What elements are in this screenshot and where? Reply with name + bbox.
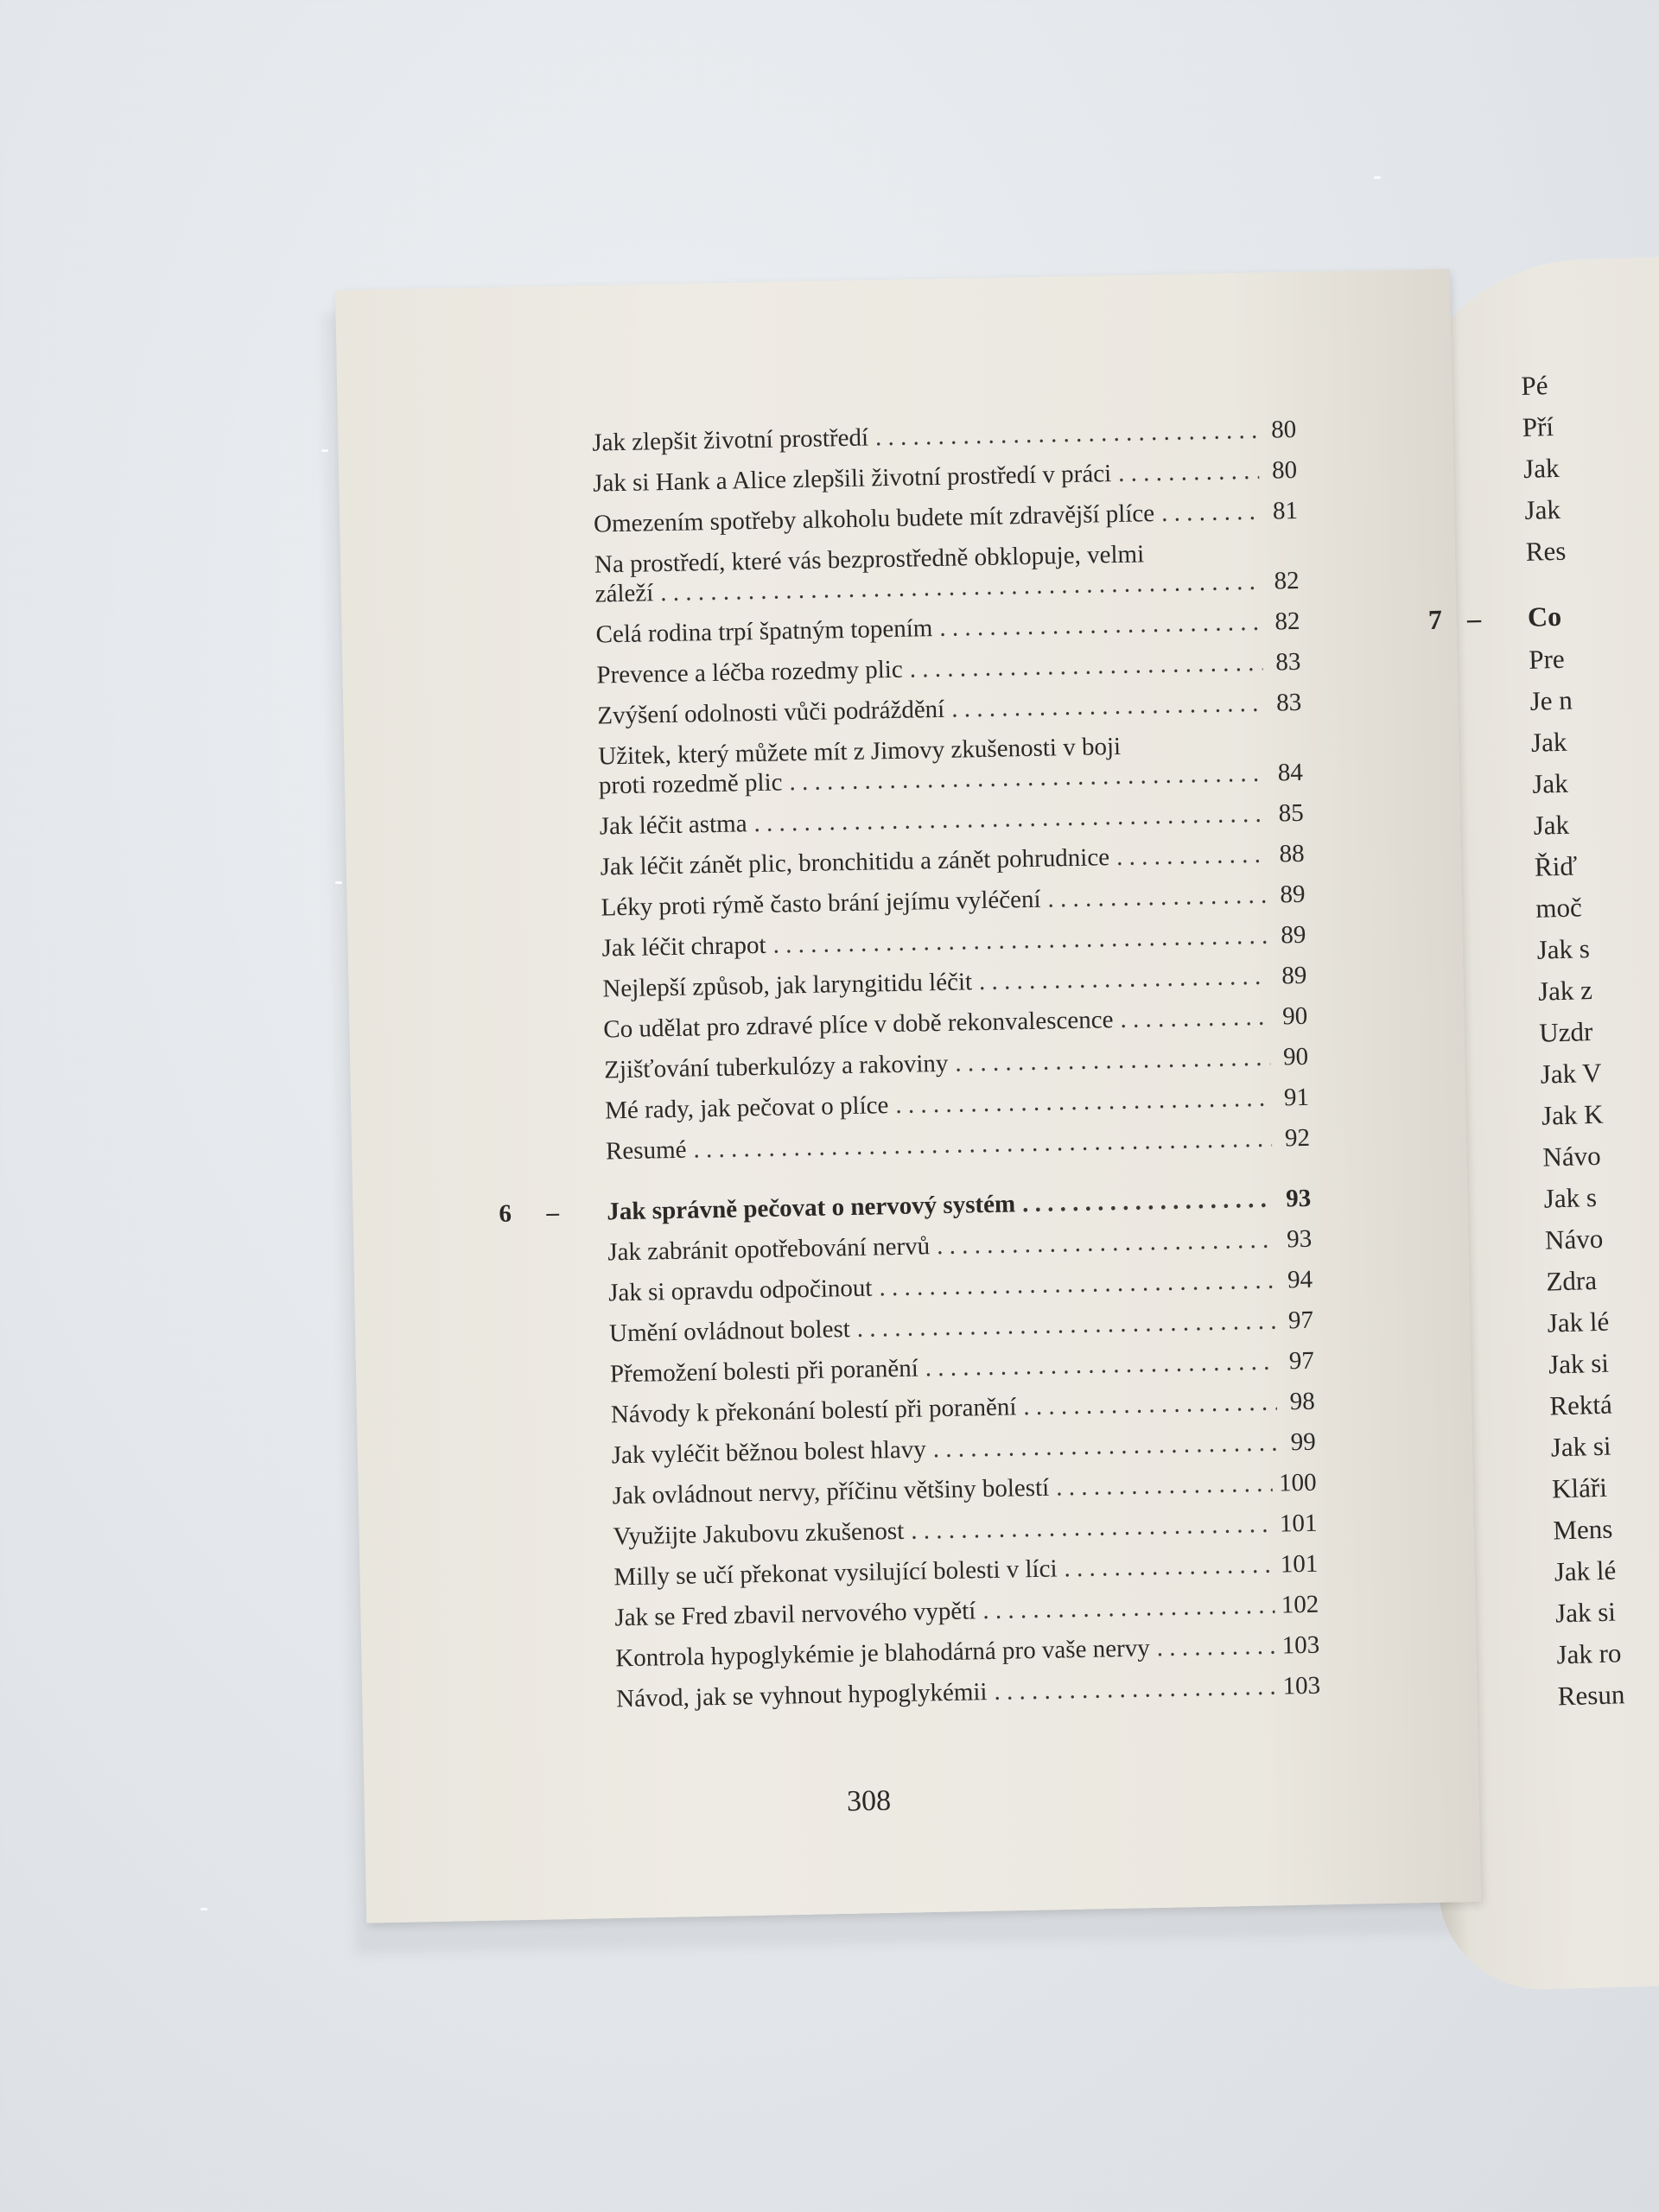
toc-entry-page: 89 xyxy=(1281,961,1307,990)
toc-entry-fragment: Pre xyxy=(1528,643,1566,675)
toc-entry-fragment: Jak xyxy=(1530,726,1567,758)
chapter-title-fragment: Co xyxy=(1527,600,1562,632)
toc-entry-fragment: Návo xyxy=(1541,1140,1602,1173)
toc-entry-row xyxy=(600,839,1305,882)
toc-entry xyxy=(507,1630,1319,1675)
toc-entry-title: Jak zlepšit životní prostředí xyxy=(591,423,869,457)
toc-entry-row xyxy=(610,1346,1315,1389)
toc-entry-fragment: Jak lé xyxy=(1547,1306,1610,1338)
toc-entry-page: 93 xyxy=(1286,1224,1313,1254)
toc-entry-row xyxy=(601,880,1306,923)
chapter-number: 7 xyxy=(1427,603,1443,636)
toc-entry-page: 89 xyxy=(1280,880,1306,909)
toc-entry-fragment: Pé xyxy=(1520,370,1548,401)
table-of-contents-left xyxy=(484,415,1321,1727)
toc-entry-title-line1: Užitek, který můžete mít z Jimovy zkušenosti v boji xyxy=(597,732,1122,771)
toc-entry xyxy=(504,1468,1316,1513)
toc-entry-title: Jak léčit chrapot xyxy=(601,931,766,963)
dot-leader xyxy=(1023,1388,1277,1422)
dot-leader xyxy=(1047,880,1268,914)
toc-entry-row xyxy=(609,1306,1314,1349)
toc-entry xyxy=(490,728,1303,803)
toc-entry-row xyxy=(601,920,1306,963)
toc-entry-fragment: Jak si xyxy=(1554,1596,1617,1629)
toc-entry-row xyxy=(611,1387,1316,1430)
toc-entry-row xyxy=(607,1184,1312,1227)
toc-entry-page: 83 xyxy=(1275,688,1302,717)
toc-entry xyxy=(496,1042,1308,1087)
toc-entry-page: 103 xyxy=(1281,1630,1320,1660)
toc-entry xyxy=(494,961,1306,1006)
toc-entry-row xyxy=(607,1224,1313,1268)
toc-entry-row xyxy=(611,1427,1316,1471)
toc-entry-title: Jak vyléčit běžnou bolest hlavy xyxy=(611,1435,927,1470)
toc-entry-title: Léky proti rýmě často brání jejímu vyléčení xyxy=(601,885,1041,922)
toc-entry-row xyxy=(604,1042,1309,1085)
toc-entry-page: 93 xyxy=(1285,1184,1312,1213)
toc-entry xyxy=(489,688,1301,733)
dot-leader xyxy=(909,648,1262,684)
toc-entry-fragment: Rektá xyxy=(1548,1389,1613,1421)
toc-entry-page: 89 xyxy=(1281,920,1306,950)
toc-entry-row xyxy=(615,1630,1320,1674)
toc-entry-title: Celá rodina trpí špatným topením xyxy=(595,614,933,649)
toc-entry-fragment: Jak s xyxy=(1543,1181,1598,1214)
toc-entry-title: Milly se učí překonat vysilující bolesti v líci xyxy=(613,1554,1058,1592)
toc-entry-row xyxy=(603,1001,1308,1045)
toc-entry-title: Jak správně pečovat o nervový systém xyxy=(607,1190,1016,1226)
dot-leader xyxy=(1116,840,1267,872)
toc-entry xyxy=(486,537,1300,611)
toc-entry xyxy=(493,920,1306,965)
page-number: 308 xyxy=(846,1784,892,1818)
toc-entry-title: Jak se Fred zbavil nervového vypětí xyxy=(614,1597,976,1632)
toc-entry-title: Využijte Jakubovu zkušenost xyxy=(613,1516,905,1551)
toc-entry-title: Jak zabránit opotřebování nervů xyxy=(607,1232,931,1267)
toc-entry-fragment: Jak xyxy=(1533,809,1570,841)
toc-entry-title: Prevence a léčba rozedmy plic xyxy=(596,655,903,690)
toc-entry-title: Nejlepší způsob, jak laryngitidu léčit xyxy=(602,968,973,1003)
toc-entry-page: 101 xyxy=(1280,1549,1319,1579)
dot-leader xyxy=(982,1591,1274,1625)
toc-entry-fragment: Uzdr xyxy=(1538,1015,1593,1048)
toc-entry-title: Kontrola hypoglykémie je blahodárná pro vaše nervy xyxy=(615,1634,1150,1673)
toc-entry-fragment: Pří xyxy=(1522,410,1554,442)
toc-entry-fragment: Mens xyxy=(1552,1513,1613,1546)
dot-leader xyxy=(979,962,1269,996)
toc-entry-row xyxy=(613,1549,1319,1592)
toc-entry-title: Jak si opravdu odpočinout xyxy=(607,1274,873,1307)
toc-entry-page: 88 xyxy=(1279,839,1305,868)
toc-entry xyxy=(501,1306,1313,1351)
toc-entry-fragment: Res xyxy=(1525,535,1567,567)
toc-entry-row xyxy=(600,798,1305,842)
toc-entry-row xyxy=(612,1468,1317,1511)
toc-entry-fragment: Kláři xyxy=(1551,1471,1608,1504)
toc-entry xyxy=(505,1549,1318,1594)
toc-entry-fragment: Jak z xyxy=(1537,974,1593,1007)
toc-entry-row xyxy=(606,1123,1311,1166)
toc-entry-fragment: Jak ro xyxy=(1555,1637,1622,1670)
chapter-dash: – xyxy=(546,1198,560,1227)
toc-entry-row xyxy=(616,1671,1321,1714)
toc-entry-page: 82 xyxy=(1274,607,1300,636)
toc-entry-row xyxy=(613,1509,1318,1552)
chapter-number: 6 xyxy=(499,1199,512,1228)
toc-entry-page: 85 xyxy=(1278,798,1304,828)
toc-entry-page: 92 xyxy=(1284,1123,1311,1153)
toc-entry-title: Zvýšení odolnosti vůči podráždění xyxy=(597,695,945,730)
toc-entry-row xyxy=(593,455,1298,499)
dot-leader xyxy=(911,1510,1273,1546)
toc-entry-title: Co udělat pro zdravé plíce v době rekonvalescence xyxy=(603,1006,1114,1044)
dot-leader xyxy=(1022,1185,1274,1219)
toc-entry xyxy=(503,1387,1315,1432)
toc-entry-page: 83 xyxy=(1275,647,1301,677)
toc-entry-page: 100 xyxy=(1278,1468,1317,1497)
toc-entry-row xyxy=(596,647,1301,690)
dot-leader xyxy=(895,1084,1271,1120)
paper-fleck xyxy=(200,1908,207,1910)
toc-entry-page: 90 xyxy=(1282,1042,1309,1071)
toc-entry xyxy=(487,607,1300,652)
dot-leader xyxy=(925,1347,1276,1383)
dot-leader xyxy=(693,1124,1272,1165)
dot-leader xyxy=(1120,1002,1269,1034)
toc-entry-title: Přemožení bolesti při poranění xyxy=(609,1354,919,1389)
toc-entry-row xyxy=(614,1590,1319,1633)
toc-entry xyxy=(495,1001,1307,1046)
toc-entry-title: záleží xyxy=(594,579,654,608)
dot-leader xyxy=(772,921,1268,960)
toc-entry-page: 80 xyxy=(1270,415,1297,444)
toc-entry-page: 98 xyxy=(1289,1387,1316,1416)
dot-leader xyxy=(937,1225,1274,1261)
paper-fleck xyxy=(321,449,328,452)
toc-entry-row xyxy=(602,961,1307,1004)
toc-entry xyxy=(498,1123,1310,1168)
dot-leader xyxy=(875,416,1259,453)
toc-entry xyxy=(508,1671,1320,1716)
paper-fleck xyxy=(1374,176,1381,179)
dot-leader xyxy=(932,1428,1278,1465)
toc-entry-fragment: Jak s xyxy=(1536,933,1591,965)
toc-entry xyxy=(497,1083,1309,1128)
toc-entry xyxy=(505,1509,1317,1554)
toc-entry-page: 81 xyxy=(1272,496,1299,525)
toc-entry-row xyxy=(605,1083,1310,1126)
toc-entry xyxy=(493,880,1305,925)
toc-entry-row xyxy=(608,1265,1313,1308)
dot-leader xyxy=(955,1043,1270,1078)
toc-entry-page: 91 xyxy=(1283,1083,1310,1112)
toc-entry-page: 84 xyxy=(1277,758,1304,787)
dot-leader xyxy=(879,1266,1274,1303)
toc-entry xyxy=(488,647,1300,692)
toc-entry-page: 97 xyxy=(1287,1306,1314,1335)
chapter-heading xyxy=(1427,595,1659,636)
toc-entry-fragment: Zdra xyxy=(1545,1264,1598,1297)
toc-entry-page: 97 xyxy=(1288,1346,1315,1376)
toc-entry-fragment: Jak lé xyxy=(1554,1554,1617,1587)
toc-entry-title: Jak si Hank a Alice zlepšili životní prostředí v práci xyxy=(592,460,1112,498)
toc-entry xyxy=(506,1590,1319,1635)
dot-leader xyxy=(994,1672,1276,1707)
dot-leader xyxy=(1161,497,1261,528)
chapter-heading xyxy=(499,1184,1311,1229)
toc-entry-fragment: Jak V xyxy=(1540,1057,1603,1090)
toc-entry-row xyxy=(597,688,1302,731)
toc-entry xyxy=(503,1427,1315,1472)
toc-entry-title: Jak ovládnout nervy, příčinu většiny bolestí xyxy=(612,1473,1050,1510)
toc-entry-title: Návody k překonání bolestí při poranění xyxy=(610,1393,1017,1429)
toc-entry-title: Zjišťování tuberkulózy a rakoviny xyxy=(603,1049,949,1084)
toc-entry-row xyxy=(594,496,1299,539)
toc-entry-page: 80 xyxy=(1271,455,1298,485)
paper-fleck xyxy=(335,881,342,884)
toc-entry xyxy=(502,1346,1314,1391)
dot-leader xyxy=(951,689,1264,724)
toc-entry-title: proti rozedmě plic xyxy=(598,768,783,800)
dot-leader xyxy=(1056,1469,1273,1503)
toc-entry-page: 90 xyxy=(1281,1001,1308,1031)
dot-leader xyxy=(939,607,1262,643)
toc-entry-page: 103 xyxy=(1282,1671,1321,1700)
dot-leader xyxy=(1118,456,1260,488)
toc-entry-fragment: Jak xyxy=(1522,452,1560,484)
dot-leader xyxy=(856,1306,1275,1344)
toc-entry-title: Jak léčit astma xyxy=(599,810,747,841)
toc-entry-title: Jak léčit zánět plic, bronchitidu a zánět pohrudnice xyxy=(600,843,1110,881)
toc-entry-fragment: moč xyxy=(1535,892,1583,924)
dot-leader xyxy=(753,799,1266,838)
toc-entry-fragment: Je n xyxy=(1529,684,1573,716)
toc-entry xyxy=(492,798,1304,843)
toc-entry-fragment: Resun xyxy=(1557,1679,1625,1712)
toc-entry-title: Umění ovládnout bolest xyxy=(608,1315,851,1348)
toc-entry-page: 102 xyxy=(1281,1590,1319,1619)
toc-entry-fragment: Jak K xyxy=(1541,1098,1604,1131)
toc-entry xyxy=(492,839,1304,884)
toc-entry xyxy=(500,1265,1313,1310)
toc-entry-title: Omezením spotřeby alkoholu budete mít zdravější plíce xyxy=(593,499,1155,538)
chapter-dash: – xyxy=(1466,602,1482,634)
dot-leader xyxy=(1156,1631,1275,1663)
toc-entry-row xyxy=(595,607,1300,650)
toc-entry-page: 94 xyxy=(1287,1265,1313,1294)
toc-entry-fragment: Jak si xyxy=(1548,1347,1610,1380)
toc-entry-fragment: Jak xyxy=(1531,767,1569,799)
toc-entry-title-line1: Na prostředí, které vás bezprostředně obklopuje, velmi xyxy=(594,540,1145,579)
toc-entry xyxy=(486,496,1298,541)
toc-entry-fragment: Jak si xyxy=(1550,1430,1611,1463)
toc-entry xyxy=(485,455,1297,500)
toc-entry-fragment: Řiď xyxy=(1534,850,1578,882)
toc-entry-page: 101 xyxy=(1279,1509,1318,1538)
toc-entry-page: 99 xyxy=(1290,1427,1316,1457)
toc-entry-fragment: Jak xyxy=(1523,493,1561,525)
toc-entry-fragment: Návo xyxy=(1544,1223,1604,1255)
toc-entry xyxy=(499,1224,1312,1269)
toc-entry-page: 82 xyxy=(1274,566,1300,595)
toc-entry-title: Návod, jak se vyhnout hypoglykémii xyxy=(615,1678,988,1713)
toc-entry-title: Mé rady, jak pečovat o plíce xyxy=(604,1091,889,1125)
dot-leader xyxy=(1064,1550,1274,1584)
toc-entry-title: Resumé xyxy=(605,1135,687,1166)
